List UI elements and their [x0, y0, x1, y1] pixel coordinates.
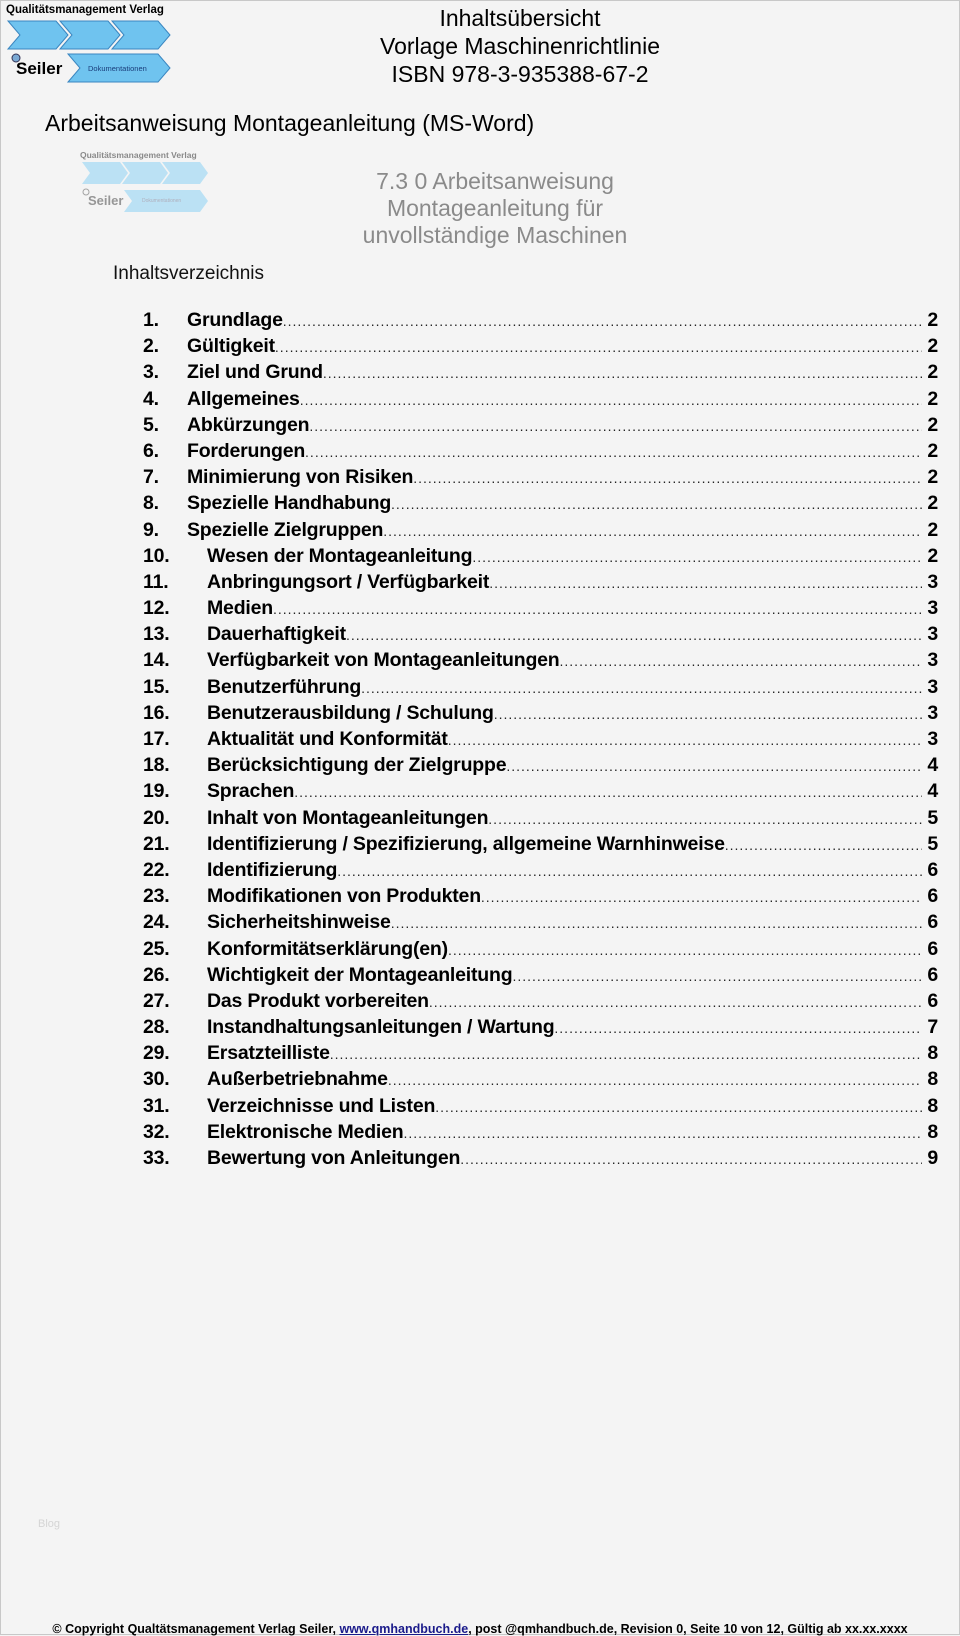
toc-entry-page: 2 [927, 387, 938, 410]
document-title-line: unvollständige Maschinen [362, 222, 628, 248]
toc-entry-title: Medien [207, 597, 273, 620]
toc-entry-title: Berücksichtigung der Zielgruppe [207, 754, 507, 777]
toc-entry-title: Forderungen [187, 439, 306, 462]
toc-entry-number: 3. [143, 361, 159, 384]
toc-entry[interactable] [143, 466, 938, 492]
toc-entry-number: 25. [143, 937, 170, 960]
toc-entry-page: 2 [927, 518, 938, 541]
toc-entry-number: 30. [143, 1068, 170, 1091]
toc-entry-page: 2 [927, 335, 938, 358]
preview-logo-tagline: Dokumentationen [142, 198, 182, 204]
toc-leader-dots [481, 889, 922, 905]
toc-leader-dots [429, 994, 922, 1010]
toc-entry-number: 15. [143, 675, 170, 698]
toc-entry-number: 1. [143, 309, 159, 331]
toc-entry-number: 16. [143, 701, 170, 724]
toc-leader-dots [283, 313, 922, 329]
toc-entry-title: Spezielle Zielgruppen [187, 518, 384, 541]
toc-entry[interactable] [143, 571, 938, 597]
toc-entry-number: 20. [143, 806, 170, 829]
logo-name: Seiler [16, 59, 63, 78]
toc-entry-title: Ziel und Grund [187, 361, 323, 384]
toc-entry[interactable] [143, 649, 938, 675]
toc-leader-dots [391, 496, 922, 512]
toc-entry-number: 9. [143, 518, 159, 541]
logo-brand: Qualitätsmanagement Verlag [6, 4, 164, 16]
toc-entry-title: Das Produkt vorbereiten [207, 989, 429, 1012]
toc-entry-title: Spezielle Handhabung [187, 492, 392, 515]
footer-info: , post @qmhandbuch.de, Revision 0, Seite 10 von 12, Gültig ab xx.xx.xxxx [468, 1622, 908, 1636]
toc-entry-page: 6 [927, 989, 938, 1012]
footer [0, 1622, 960, 1636]
toc-entry[interactable] [143, 911, 938, 937]
toc-leader-dots [391, 915, 922, 931]
toc-entry[interactable] [143, 309, 938, 335]
document-title-line: 7.3 0 Arbeitsanweisung [376, 168, 614, 194]
toc-entry-page: 3 [927, 675, 938, 698]
toc-leader-dots [413, 470, 922, 486]
page-subtitle: Arbeitsanweisung Montageanleitung (MS-Word) [45, 110, 535, 136]
toc-entry[interactable] [143, 780, 938, 806]
document-title [330, 168, 660, 249]
toc-leader-dots [337, 863, 922, 879]
toc-entry-number: 12. [143, 597, 170, 620]
toc-entry-title: Sicherheitshinweise [207, 911, 391, 934]
toc-entry[interactable] [143, 1016, 938, 1042]
footer-copyright: © Copyright Qualtätsmanagement Verlag Seiler, [52, 1622, 340, 1636]
toc-entry-number: 21. [143, 832, 170, 855]
toc-leader-dots [388, 1072, 922, 1088]
toc-leader-dots [323, 365, 922, 381]
toc-entry-page: 2 [927, 492, 938, 515]
toc-leader-dots [448, 942, 922, 958]
toc-entry-number: 22. [143, 858, 170, 881]
toc-leader-dots [506, 758, 922, 774]
toc-entry-page: 7 [927, 1016, 938, 1039]
toc-leader-dots [305, 444, 922, 460]
toc-entry-page: 4 [927, 754, 938, 777]
preview-logo [80, 150, 210, 214]
toc-entry-number: 7. [143, 466, 159, 489]
toc-entry-title: Verfügbarkeit von Montageanleitungen [207, 649, 560, 672]
toc-entry[interactable] [143, 361, 938, 387]
preview-logo-brand: Qualitätsmanagement Verlag [80, 150, 197, 160]
toc-entry[interactable] [143, 938, 938, 964]
toc-entry[interactable] [143, 597, 938, 623]
header-title [340, 4, 700, 88]
toc-entry-page: 8 [927, 1068, 938, 1091]
toc-entry-title: Dauerhaftigkeit [207, 623, 346, 646]
toc-entry-number: 29. [143, 1042, 170, 1065]
toc-entry-title: Modifikationen von Produkten [207, 885, 481, 908]
watermark: Blog [38, 1518, 61, 1530]
toc-leader-dots [435, 1099, 922, 1115]
toc-leader-dots [488, 811, 922, 827]
toc-entry-number: 27. [143, 989, 170, 1012]
toc-leader-dots [361, 680, 922, 696]
toc-entry-page: 2 [927, 413, 938, 436]
toc-entry-page: 6 [927, 911, 938, 934]
toc-entry-title: Allgemeines [187, 387, 300, 410]
toc-entry[interactable] [143, 833, 938, 859]
toc-leader-dots [403, 1125, 922, 1141]
toc-entry-page: 2 [927, 309, 938, 331]
toc-entry[interactable] [143, 623, 938, 649]
toc-entry-title: Identifizierung [207, 858, 338, 881]
toc-entry-page: 5 [927, 832, 938, 855]
toc-leader-dots [489, 575, 922, 591]
toc-leader-dots [383, 523, 922, 539]
toc-leader-dots [273, 601, 922, 617]
toc-entry-page: 2 [927, 439, 938, 462]
toc-entry[interactable] [143, 885, 938, 911]
toc-entry-number: 14. [143, 649, 170, 672]
toc-entry[interactable] [143, 440, 938, 466]
toc-entry-title: Sprachen [207, 780, 295, 803]
toc-entry-title: Benutzerausbildung / Schulung [207, 701, 494, 724]
toc-entry-title: Abkürzungen [187, 413, 310, 436]
toc-entry-page: 2 [927, 544, 938, 567]
toc-entry[interactable] [143, 807, 938, 833]
toc-leader-dots [560, 653, 922, 669]
toc-entry-number: 13. [143, 623, 170, 646]
toc-entry-title: Instandhaltungsanleitungen / Wartung [207, 1016, 555, 1039]
toc-entry-number: 10. [143, 544, 170, 567]
toc-entry-page: 4 [927, 780, 938, 803]
toc-entry-number: 19. [143, 780, 170, 803]
logo-tagline: Dokumentationen [88, 64, 147, 73]
toc-entry-page: 6 [927, 963, 938, 986]
document-title-line: Montageanleitung für [386, 195, 604, 221]
toc-entry-page: 2 [927, 466, 938, 489]
toc-leader-dots [294, 784, 922, 800]
toc-entry-page: 2 [927, 361, 938, 384]
toc-entry-page: 3 [927, 701, 938, 724]
toc-entry[interactable] [143, 492, 938, 518]
table-of-contents [143, 309, 938, 1173]
toc-entry-title: Anbringungsort / Verfügbarkeit [207, 570, 490, 593]
toc-leader-dots [448, 732, 922, 748]
toc-entry[interactable] [143, 728, 938, 754]
toc-entry-page: 6 [927, 858, 938, 881]
toc-entry[interactable] [143, 990, 938, 1016]
toc-entry[interactable] [143, 414, 938, 440]
toc-entry[interactable] [143, 859, 938, 885]
toc-entry-number: 6. [143, 439, 159, 462]
toc-entry-number: 24. [143, 911, 170, 934]
toc-entry[interactable] [143, 1147, 938, 1173]
toc-entry-page: 3 [927, 728, 938, 750]
toc-entry-title: Benutzerführung [207, 675, 362, 698]
toc-entry[interactable] [143, 1095, 938, 1121]
toc-entry-title: Außerbetriebnahme [207, 1068, 388, 1091]
toc-entry-title: Ersatzteilliste [207, 1042, 330, 1065]
toc-entry-title: Wichtigkeit der Montageanleitung [207, 963, 513, 986]
toc-entry-page: 8 [927, 1120, 938, 1143]
toc-entry-number: 11. [143, 570, 169, 593]
toc-entry-title: Aktualität und Konformität [207, 728, 448, 750]
toc-entry-page: 3 [927, 570, 938, 593]
toc-entry-title: Minimierung von Risiken [187, 466, 414, 489]
toc-entry[interactable] [143, 519, 938, 545]
toc-leader-dots [494, 706, 922, 722]
toc-entry-page: 8 [927, 1042, 938, 1065]
publisher-logo [6, 4, 171, 86]
toc-entry-title: Bewertung von Anleitungen [207, 1147, 461, 1169]
toc-entry-title: Grundlage [187, 309, 283, 331]
toc-entry[interactable] [143, 1042, 938, 1068]
toc-leader-dots [346, 627, 922, 643]
toc-entry[interactable] [143, 676, 938, 702]
toc-entry[interactable] [143, 335, 938, 361]
toc-entry[interactable] [143, 545, 938, 571]
toc-entry-title: Elektronische Medien [207, 1120, 404, 1143]
toc-entry-number: 5. [143, 413, 159, 436]
toc-entry-number: 28. [143, 1016, 170, 1039]
toc-entry[interactable] [143, 1121, 938, 1147]
toc-leader-dots [309, 418, 922, 434]
toc-entry-title: Inhalt von Montageanleitungen [207, 806, 489, 829]
toc-entry[interactable] [143, 1068, 938, 1094]
toc-leader-dots [512, 968, 922, 984]
toc-entry-page: 3 [927, 649, 938, 672]
footer-website-link[interactable]: www.qmhandbuch.de [339, 1622, 469, 1636]
toc-entry[interactable] [143, 388, 938, 414]
toc-entry-page: 6 [927, 885, 938, 908]
preview-logo-name: Seiler [88, 193, 124, 208]
toc-entry-page: 3 [927, 597, 938, 620]
toc-leader-dots [275, 339, 922, 355]
toc-entry-number: 33. [143, 1147, 170, 1169]
header-title-line: Inhaltsübersicht [439, 5, 601, 31]
toc-entry[interactable] [143, 754, 938, 780]
toc-entry-title: Verzeichnisse und Listen [207, 1094, 436, 1117]
toc-leader-dots [472, 549, 922, 565]
toc-entry-title: Gültigkeit [187, 335, 275, 358]
toc-entry-number: 23. [143, 885, 170, 908]
toc-heading: Inhaltsverzeichnis [113, 263, 265, 284]
toc-leader-dots [330, 1046, 922, 1062]
toc-entry-title: Wesen der Montageanleitung [207, 544, 473, 567]
toc-entry-page: 8 [927, 1094, 938, 1117]
toc-entry-number: 8. [143, 492, 159, 515]
header-title-line: Vorlage Maschinenrichtlinie [380, 33, 660, 59]
toc-entry-number: 17. [143, 728, 170, 750]
toc-leader-dots [554, 1020, 922, 1036]
toc-entry-page: 3 [927, 623, 938, 646]
toc-entry-number: 32. [143, 1120, 170, 1143]
toc-entry[interactable] [143, 702, 938, 728]
toc-entry-page: 9 [927, 1147, 938, 1169]
toc-entry-page: 5 [927, 806, 938, 829]
toc-entry-number: 2. [143, 335, 159, 358]
toc-entry-number: 18. [143, 754, 170, 777]
toc-entry-number: 4. [143, 387, 159, 410]
toc-entry-title: Identifizierung / Spezifizierung, allgemeine Warnhinweise [207, 832, 725, 855]
toc-entry-number: 31. [143, 1094, 170, 1117]
toc-leader-dots [725, 837, 922, 853]
header-title-line: ISBN 978-3-935388-67-2 [391, 61, 649, 87]
toc-entry-title: Konformitätserklärung(en) [207, 937, 448, 960]
toc-leader-dots [300, 392, 922, 408]
toc-entry-page: 6 [927, 937, 938, 960]
toc-entry-number: 26. [143, 963, 170, 986]
toc-leader-dots [460, 1151, 922, 1167]
toc-entry[interactable] [143, 964, 938, 990]
